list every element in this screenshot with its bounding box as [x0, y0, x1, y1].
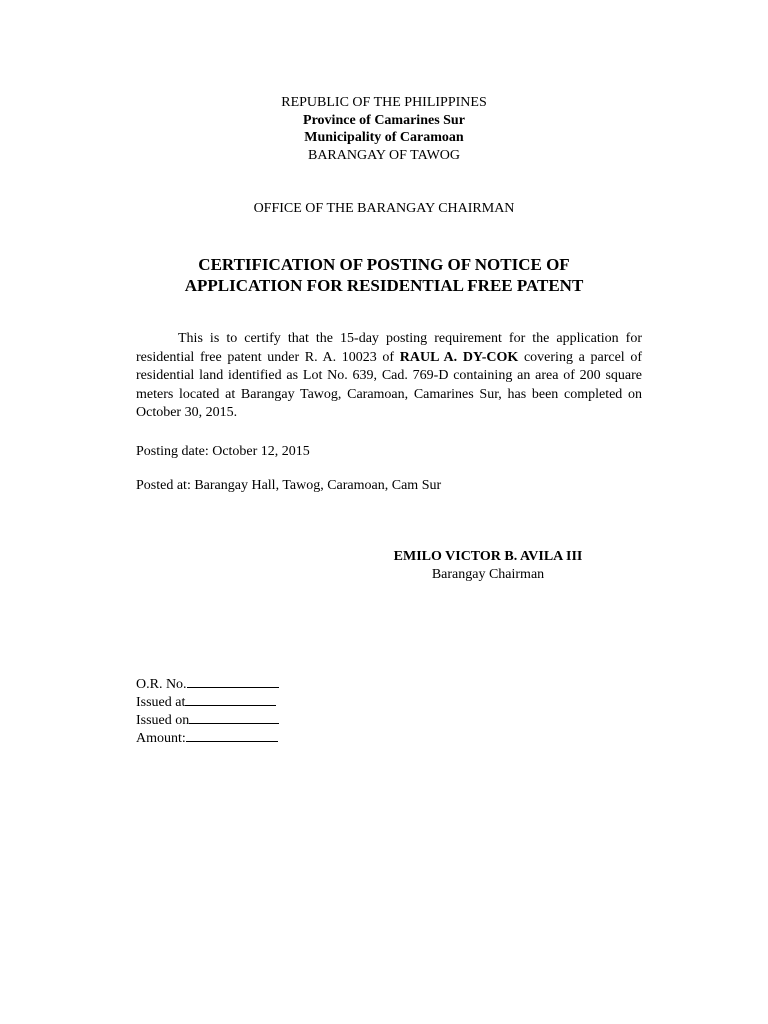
- document-title: [0, 254, 768, 296]
- issued-on-label: Issued on: [136, 713, 190, 728]
- issued-on-field: [136, 710, 279, 729]
- or-number-blank: [187, 674, 279, 688]
- province-heading: Province of Camarines Sur: [303, 112, 465, 128]
- issued-at-blank: [185, 692, 276, 706]
- republic-heading: REPUBLIC OF THE PHILIPPINES: [281, 95, 487, 110]
- title-line-2: APPLICATION FOR RESIDENTIAL FREE PATENT: [184, 276, 584, 295]
- office-heading: OFFICE OF THE BARANGAY CHAIRMAN: [253, 201, 515, 216]
- applicant-name: RAUL A. DY-COK: [399, 349, 519, 365]
- signatory-position: Barangay Chairman: [431, 566, 545, 582]
- barangay-heading: BARANGAY OF TAWOG: [307, 147, 461, 163]
- title-line-1: CERTIFICATION OF POSTING OF NOTICE OF: [198, 255, 570, 274]
- certification-paragraph: [136, 330, 642, 423]
- issued-on-blank: [189, 710, 279, 724]
- signature-block: [372, 548, 604, 583]
- or-number-label: O.R. No.: [136, 677, 187, 692]
- letterhead: [0, 94, 768, 164]
- amount-field: [136, 728, 278, 747]
- amount-blank: [186, 728, 278, 742]
- signatory-name: EMILO VICTOR B. AVILA III: [393, 549, 583, 564]
- or-number-field: [136, 674, 279, 693]
- posted-at: Posted at: Barangay Hall, Tawog, Caramoan, Cam Sur: [136, 478, 442, 493]
- posting-date: Posting date: October 12, 2015: [136, 444, 310, 459]
- municipality-heading: Municipality of Caramoan: [304, 130, 464, 145]
- issued-at-label: Issued at: [136, 695, 186, 710]
- amount-label: Amount:: [136, 731, 186, 746]
- issued-at-field: [136, 692, 276, 711]
- paragraph-text-end: covering a parcel of residential land identified as Lot No. 639, Cad. 769-D containing an area of 200 square meters located at Barangay Tawog, Caramoan, Camarines Sur, has been completed on October 30, 2015.: [136, 349, 642, 420]
- paragraph-text-start: This is to certify that the 15-day posting requirement for the application for residential free patent under R. A. 10023 of: [136, 331, 642, 365]
